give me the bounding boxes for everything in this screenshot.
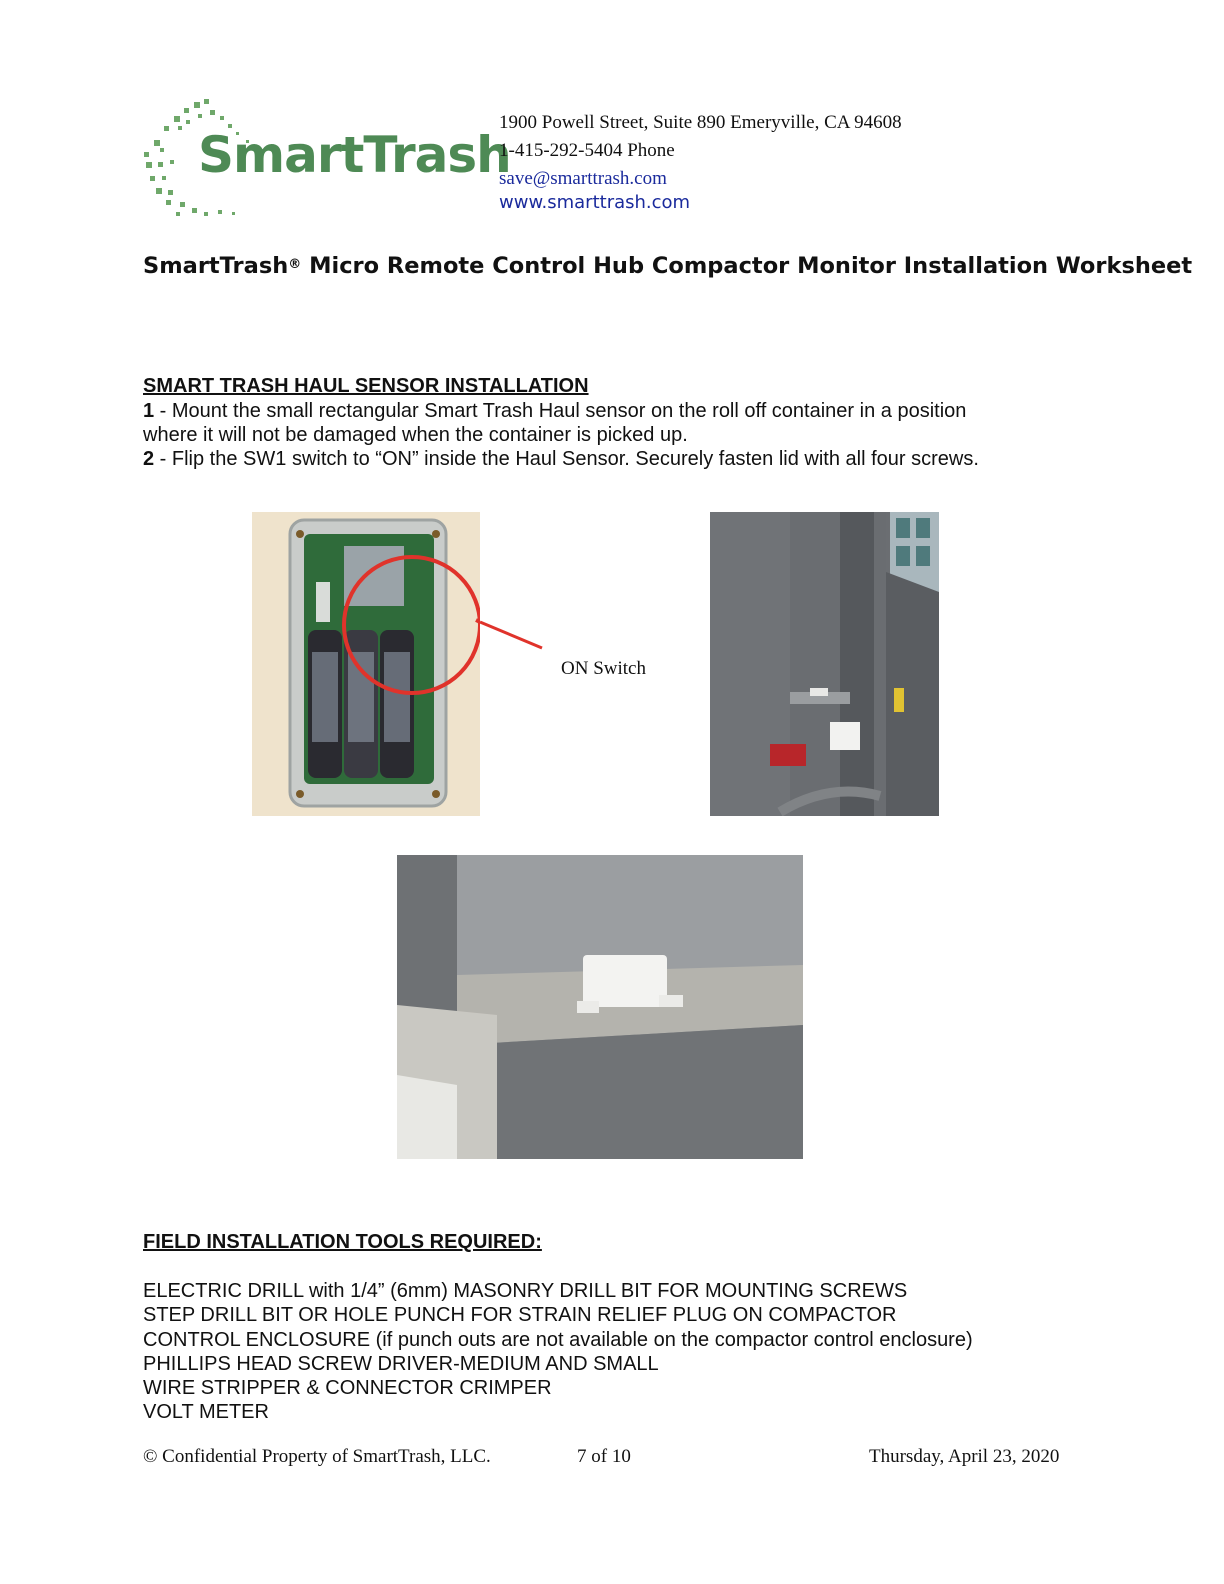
on-switch-callout: ON Switch bbox=[561, 658, 646, 679]
sensor-closeup-photo bbox=[397, 855, 803, 1159]
smarttrash-logo bbox=[140, 96, 511, 224]
tools-heading: FIELD INSTALLATION TOOLS REQUIRED: bbox=[143, 1231, 542, 1253]
tool-item: STEP DRILL BIT OR HOLE PUNCH FOR STRAIN RELIEF PLUG ON COMPACTOR bbox=[143, 1304, 897, 1327]
tool-item: VOLT METER bbox=[143, 1401, 269, 1424]
step-1-text: - Mount the small rectangular Smart Trash Haul sensor on the roll off container in a position bbox=[154, 400, 967, 422]
step-2-number: 2 bbox=[143, 448, 155, 470]
step-1-line-1 bbox=[143, 399, 966, 423]
tools-list bbox=[143, 1279, 973, 1425]
tool-item: PHILLIPS HEAD SCREW DRIVER-MEDIUM AND SMALL bbox=[143, 1352, 659, 1375]
company-phone: 1-415-292-5404 Phone bbox=[499, 140, 675, 161]
page-title bbox=[143, 253, 1192, 279]
step-2-text: - Flip the SW1 switch to “ON” inside the Haul Sensor. Securely fasten lid with all four screws. bbox=[154, 448, 979, 470]
footer-page-number: 7 of 10 bbox=[577, 1446, 631, 1467]
footer-date: Thursday, April 23, 2020 bbox=[869, 1446, 1060, 1467]
tool-item: WIRE STRIPPER & CONNECTOR CRIMPER bbox=[143, 1377, 552, 1400]
callout-line bbox=[478, 618, 548, 652]
sensor-internals-photo bbox=[252, 512, 480, 816]
haul-sensor-heading: SMART TRASH HAUL SENSOR INSTALLATION bbox=[143, 375, 589, 397]
title-brand: SmartTrash bbox=[143, 253, 289, 279]
company-email-link[interactable]: save@smarttrash.com bbox=[499, 168, 667, 189]
company-website-link[interactable]: www.smarttrash.com bbox=[499, 192, 691, 213]
tool-item: ELECTRIC DRILL with 1/4” (6mm) MASONRY DRILL BIT FOR MOUNTING SCREWS bbox=[143, 1280, 908, 1302]
container-mounted-photo bbox=[710, 512, 939, 816]
title-rest: Micro Remote Control Hub Compactor Monitor Installation Worksheet bbox=[301, 253, 1193, 279]
step-1-number: 1 bbox=[143, 400, 155, 422]
logo-wordmark: SmartTrash bbox=[198, 126, 511, 184]
step-2-line bbox=[143, 447, 979, 471]
registered-mark: ® bbox=[288, 257, 302, 272]
step-1-line-2: where it will not be damaged when the container is picked up. bbox=[143, 424, 688, 446]
company-address: 1900 Powell Street, Suite 890 Emeryville, CA 94608 bbox=[499, 112, 902, 133]
footer-copyright: © Confidential Property of SmartTrash, LLC. bbox=[143, 1446, 491, 1467]
tool-item: CONTROL ENCLOSURE (if punch outs are not available on the compactor control enclosure) bbox=[143, 1328, 973, 1351]
